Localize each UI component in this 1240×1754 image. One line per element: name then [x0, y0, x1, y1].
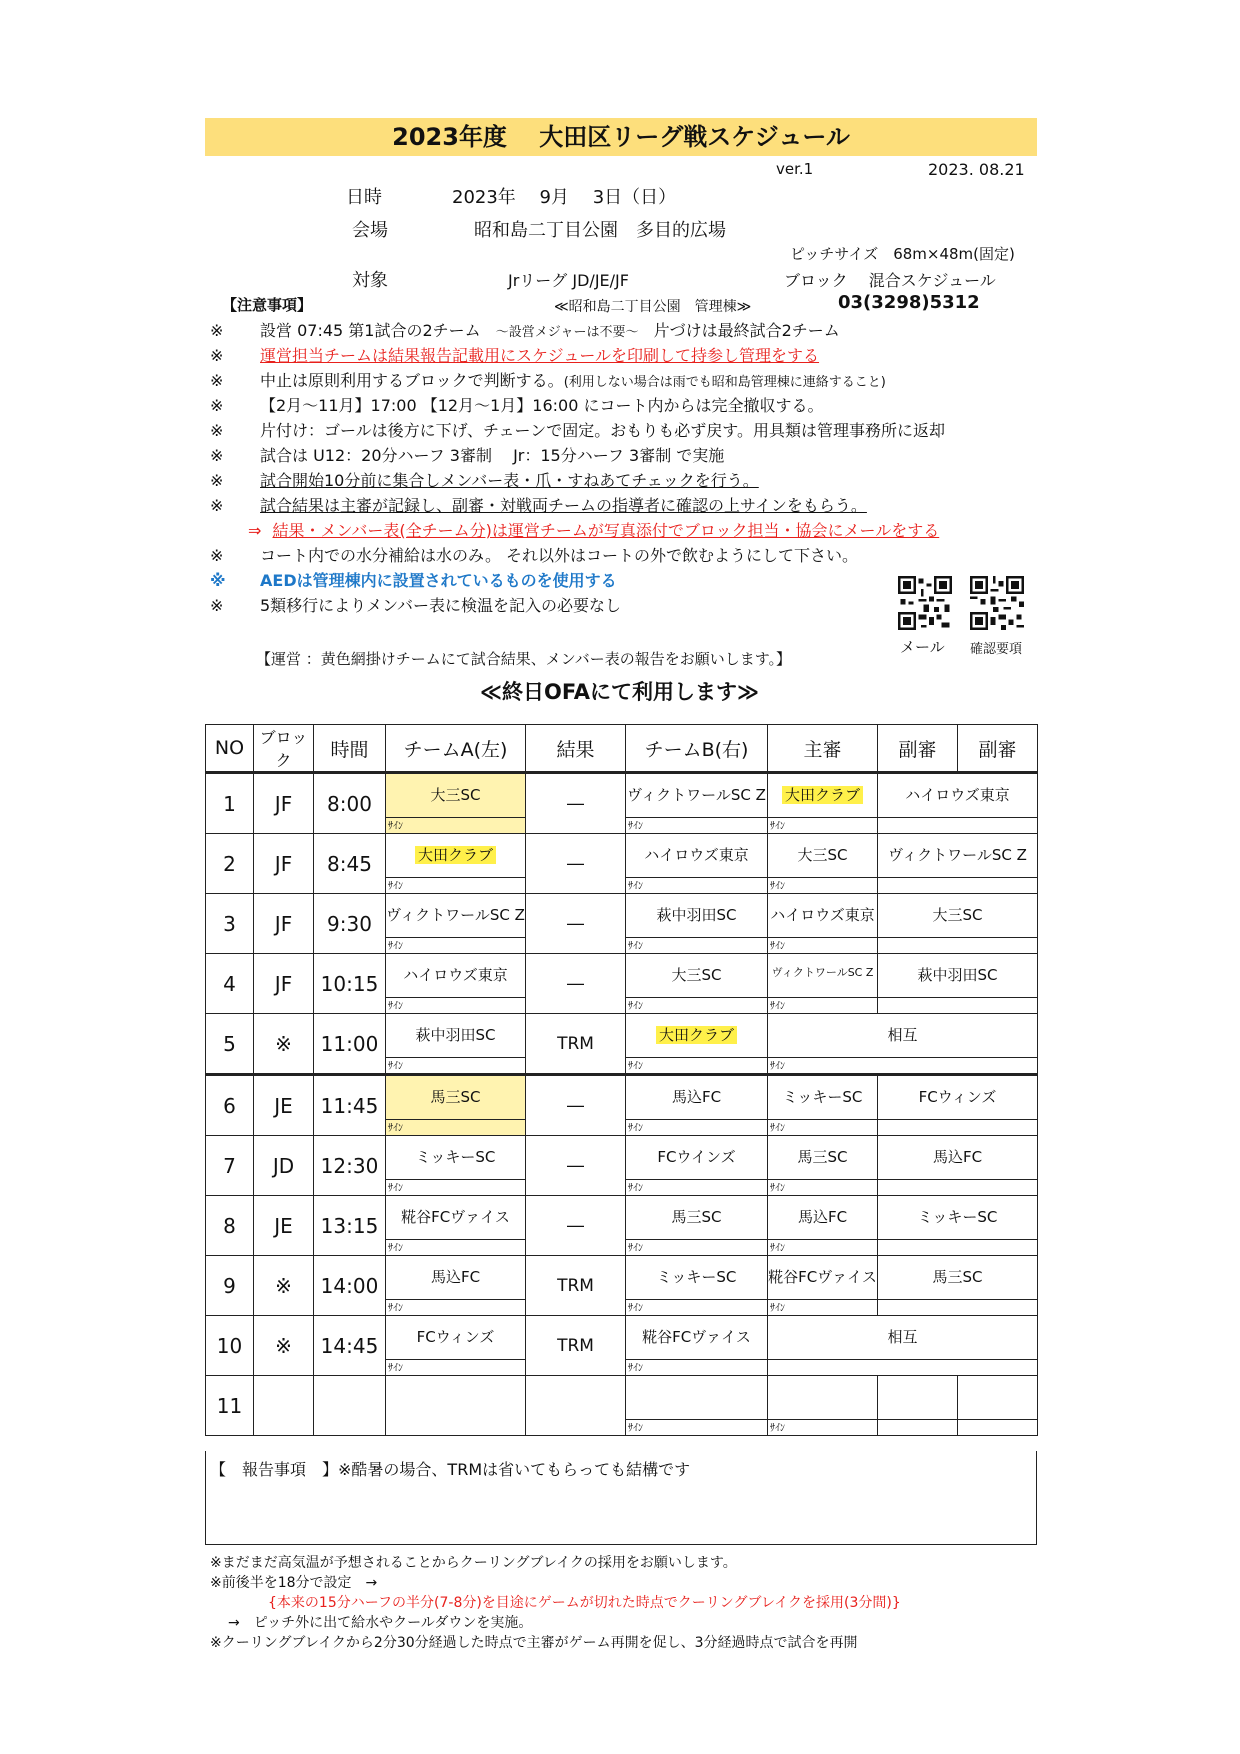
team-b-cell[interactable] [626, 1136, 768, 1196]
table-row [206, 894, 1038, 954]
team-a-cell[interactable] [386, 1256, 526, 1316]
footer-note-5: ※クーリングブレイクから2分30分経過した時点で主審がゲーム再開を促し、3分経過時点で試合を再開 [210, 1635, 858, 1651]
notes-header: 【注意事項】 [222, 296, 313, 314]
ofa-banner: ≪終日OFAにて利用します≫ [480, 680, 760, 704]
team-a-name: FCウィンズ [416, 1328, 495, 1346]
result-cell[interactable]: TRM [526, 1256, 626, 1316]
match-block: ※ [254, 1316, 314, 1376]
team-a-name: ヴィクトワールSC Z [386, 906, 525, 924]
report-note: ※酷暑の場合、TRMは省いてもらっても結構です [338, 1460, 691, 1479]
assistant-name: ヴィクトワールSC Z [888, 846, 1027, 864]
sign-label: ｻｲﾝ [628, 821, 643, 832]
report-label: 【 報告事項 】 [210, 1460, 339, 1479]
note-text: 中止は原則利用するブロックで判断する。 [260, 371, 564, 390]
team-a-name: 大三SC [430, 786, 481, 804]
team-a-cell[interactable] [386, 1075, 526, 1136]
assistant-cell[interactable] [878, 894, 1038, 954]
mutual-referee-cell[interactable] [768, 1014, 1038, 1075]
sign-label: ｻｲﾝ [628, 941, 643, 952]
venue-label: 会場 [352, 220, 388, 241]
table-row [206, 834, 1038, 894]
match-time: 11:00 [314, 1014, 386, 1075]
sign-label: ｻｲﾝ [388, 821, 403, 832]
team-b-cell[interactable] [626, 1196, 768, 1256]
block-label: ブロック 混合スケジュール [784, 271, 996, 290]
sign-label: ｻｲﾝ [770, 1243, 785, 1254]
sign-label: ｻｲﾝ [770, 941, 785, 952]
sign-label: ｻｲﾝ [628, 1183, 643, 1194]
report-text [210, 1457, 690, 1480]
match-time[interactable] [314, 1376, 386, 1436]
assistant-cell[interactable] [958, 1376, 1038, 1436]
team-b-name: 馬三SC [671, 1208, 722, 1226]
table-row [206, 1075, 1038, 1136]
table-row [206, 1014, 1038, 1075]
result-cell[interactable] [526, 1376, 626, 1436]
note-mark: ※ [210, 321, 224, 340]
header-team-a: チームA(左) [386, 725, 526, 773]
match-no: 7 [206, 1136, 254, 1196]
note-6 [210, 443, 724, 466]
match-time: 8:00 [314, 773, 386, 834]
result-cell[interactable]: ― [526, 1196, 626, 1256]
note-mark: ※ [210, 396, 224, 415]
note-text: 5類移行によりメンバー表に検温を記入の必要なし [260, 596, 622, 615]
sign-label: ｻｲﾝ [628, 1123, 643, 1134]
match-no: 6 [206, 1075, 254, 1136]
operation-note: 【運営 ：黄色網掛けチームにて試合結果、メンバー表の報告をお願いします。】 [256, 650, 792, 668]
sign-label: ｻｲﾝ [770, 1001, 785, 1012]
sign-label: ｻｲﾝ [388, 1123, 403, 1134]
table-row [206, 954, 1038, 1014]
referee-name: ヴィクトワールSC Z [771, 966, 874, 979]
note-text: 片付け：ゴールは後方に下げ、チェーンで固定。おもりも必ず戻す。用具類は管理事務所に返却 [260, 421, 945, 440]
team-b-cell[interactable] [626, 1075, 768, 1136]
arrow-icon: ⇒ [248, 521, 262, 540]
team-a-cell[interactable] [386, 1196, 526, 1256]
result-cell[interactable]: ― [526, 894, 626, 954]
match-no: 5 [206, 1014, 254, 1075]
table-row [206, 1256, 1038, 1316]
header-no: NO [206, 725, 254, 773]
referee-name: ハイロウズ東京 [770, 906, 875, 924]
note-mark: ※ [210, 371, 224, 390]
note-text: 試合開始10分前に集合しメンバー表・爪・すねあてチェックを行う。 [260, 471, 759, 490]
sign-label: ｻｲﾝ [628, 881, 643, 892]
note-mark: ※ [210, 496, 224, 515]
referee-cell[interactable] [768, 1136, 878, 1196]
team-a-cell[interactable] [386, 834, 526, 894]
header-assistant-2: 副審 [958, 725, 1038, 773]
sign-label: ｻｲﾝ [388, 941, 403, 952]
assistant-name: 大三SC [932, 906, 983, 924]
result-cell[interactable]: ― [526, 954, 626, 1014]
team-a-cell[interactable] [386, 1136, 526, 1196]
table-row [206, 1136, 1038, 1196]
venue-value: 昭和島二丁目公園 多目的広場 [474, 220, 726, 241]
note-2 [210, 343, 819, 366]
note-4 [210, 393, 823, 416]
match-block: ※ [254, 1014, 314, 1075]
team-a-name: 大田クラブ [415, 846, 496, 864]
pitch-size: ピッチサイズ 68m×48m(固定) [790, 245, 1015, 263]
result-cell[interactable]: ― [526, 1136, 626, 1196]
referee-cell[interactable] [768, 773, 878, 834]
assistant-name: 萩中羽田SC [917, 966, 998, 984]
referee-cell[interactable] [768, 1075, 878, 1136]
qr-confirm-label: 確認要項 [970, 642, 1023, 657]
referee-cell[interactable] [768, 834, 878, 894]
note-text: 試合結果は主審が記録し、副審・対戦両チームの指導者に確認の上サインをもらう。 [260, 496, 867, 515]
note-8 [210, 493, 867, 516]
assistant-cell[interactable] [878, 1136, 1038, 1196]
match-time: 14:45 [314, 1316, 386, 1376]
note-text: 運営担当チームは結果報告記載用にスケジュールを印刷して持参し管理をする [260, 346, 820, 365]
note-small: ～設営メジャーは不要～ [495, 325, 639, 340]
assistant-name: ハイロウズ東京 [905, 786, 1010, 804]
assistant-cell[interactable] [878, 1376, 958, 1436]
office-phone: 03(3298)5312 [838, 292, 980, 313]
team-b-name: FCウインズ [657, 1148, 736, 1166]
team-a-name: ハイロウズ東京 [403, 966, 508, 984]
match-block: JF [254, 894, 314, 954]
referee-cell[interactable] [768, 954, 878, 1014]
page-title: 2023年度 大田区リーグ戦スケジュール [205, 118, 1037, 156]
assistant-name: 馬込FC [932, 1148, 983, 1166]
sign-label: ｻｲﾝ [388, 1303, 403, 1314]
note-small: (利用しない場合は雨でも昭和島管理棟に連絡すること) [563, 375, 886, 390]
result-cell[interactable]: ― [526, 834, 626, 894]
note-text: コート内での水分補給は水のみ。 それ以外はコートの外で飲むようにして下さい。 [260, 546, 859, 565]
footer-note-1: ※まだまだ高気温が予想されることからクーリングブレイクの採用をお願いします。 [210, 1555, 737, 1571]
match-block: JF [254, 773, 314, 834]
team-a-name: 萩中羽田SC [415, 1026, 496, 1044]
referee-name: 大三SC [797, 846, 848, 864]
team-b-cell[interactable] [626, 954, 768, 1014]
note-10 [210, 568, 617, 591]
match-no: 9 [206, 1256, 254, 1316]
header-referee: 主審 [768, 725, 878, 773]
match-block[interactable] [254, 1376, 314, 1436]
note-text: 片づけは最終試合2チーム [653, 321, 840, 340]
referee-cell[interactable] [768, 894, 878, 954]
team-a-name: 糀谷FCヴァイス [401, 1208, 510, 1226]
team-b-name: 馬込FC [671, 1088, 722, 1106]
match-time: 12:30 [314, 1136, 386, 1196]
header-block: ブロック [254, 725, 314, 773]
assistant-cell[interactable] [878, 1075, 1038, 1136]
note-5 [210, 418, 945, 441]
note-mark: ※ [210, 446, 224, 465]
sign-label: ｻｲﾝ [388, 1243, 403, 1254]
sign-label: ｻｲﾝ [770, 821, 785, 832]
team-b-cell[interactable] [626, 1256, 768, 1316]
note-mark: ※ [210, 421, 224, 440]
team-a-cell[interactable] [386, 894, 526, 954]
sign-label: ｻｲﾝ [388, 1061, 403, 1072]
note-1 [210, 318, 840, 341]
assistant-cell[interactable] [878, 1256, 1038, 1316]
note-9 [210, 543, 858, 566]
team-b-cell[interactable] [626, 1316, 768, 1376]
match-block: ※ [254, 1256, 314, 1316]
target-value: Jrリーグ JD/JE/JF [508, 271, 629, 290]
match-block: JD [254, 1136, 314, 1196]
team-a-cell[interactable] [386, 1316, 526, 1376]
match-time: 13:15 [314, 1196, 386, 1256]
team-b-cell[interactable] [626, 894, 768, 954]
team-b-cell[interactable] [626, 773, 768, 834]
assistant-name: ミッキーSC [917, 1208, 998, 1226]
referee-name: 糀谷FCヴァイス [768, 1268, 877, 1286]
match-time: 10:15 [314, 954, 386, 1014]
sign-label: ｻｲﾝ [770, 1061, 785, 1072]
sign-label: ｻｲﾝ [770, 1123, 785, 1134]
date-value: 2023年 9月 3日（日） [452, 187, 677, 208]
note-mark: ※ [210, 596, 224, 615]
qr-code-mail-icon[interactable] [898, 576, 952, 630]
referee-name: ミッキーSC [782, 1088, 863, 1106]
note-text: 設営 07:45 第1試合の2チーム [260, 321, 481, 340]
team-b-name: 大三SC [671, 966, 722, 984]
match-no: 11 [206, 1376, 254, 1436]
note-11 [210, 593, 621, 616]
sign-label: ｻｲﾝ [628, 1303, 643, 1314]
issued-date: 2023. 08.21 [928, 160, 1025, 179]
table-row [206, 1196, 1038, 1256]
sign-label: ｻｲﾝ [628, 1001, 643, 1012]
sign-label: ｻｲﾝ [770, 1303, 785, 1314]
sign-label: ｻｲﾝ [628, 1423, 643, 1434]
sign-label: ｻｲﾝ [388, 1363, 403, 1374]
team-b-name: ヴィクトワールSC Z [627, 786, 766, 804]
team-b-cell[interactable] [626, 1376, 768, 1436]
team-b-name: ミッキーSC [656, 1268, 737, 1286]
sign-label: ｻｲﾝ [388, 1001, 403, 1012]
version-label: ver.1 [776, 160, 814, 178]
referee-cell[interactable] [768, 1256, 878, 1316]
note-8-sub [248, 518, 939, 541]
match-time: 8:45 [314, 834, 386, 894]
note-mark: ※ [210, 346, 224, 365]
note-7 [210, 468, 759, 491]
referee-cell[interactable] [768, 1376, 878, 1436]
result-cell[interactable]: TRM [526, 1316, 626, 1376]
team-b-name: ハイロウズ東京 [644, 846, 749, 864]
note-text: 結果・メンバー表(全チーム分)は運営チームが写真添付でブロック担当・協会にメールをする [272, 521, 940, 540]
referee-cell[interactable] [768, 1196, 878, 1256]
sign-label: ｻｲﾝ [770, 1423, 785, 1434]
mutual-label: 相互 [887, 1328, 918, 1346]
referee-name: 馬込FC [797, 1208, 848, 1226]
assistant-name: 馬三SC [932, 1268, 983, 1286]
sign-label: ｻｲﾝ [770, 1183, 785, 1194]
footer-note-4: → ピッチ外に出て給水やクールダウンを実施。 [228, 1615, 533, 1631]
team-a-name: ミッキーSC [415, 1148, 496, 1166]
team-a-name: 馬三SC [430, 1088, 481, 1106]
note-text: 【2月～11月】17:00 【12月～1月】16:00 にコート内からは完全撤収する。 [260, 396, 824, 415]
match-no: 8 [206, 1196, 254, 1256]
team-a-cell[interactable] [386, 954, 526, 1014]
result-cell[interactable]: ― [526, 1075, 626, 1136]
sign-label: ｻｲﾝ [628, 1363, 643, 1374]
assistant-cell[interactable] [878, 1196, 1038, 1256]
team-b-name: 大田クラブ [656, 1026, 737, 1044]
footer-note-2: ※前後半を18分で設定 → [210, 1575, 378, 1591]
sign-label: ｻｲﾝ [388, 1183, 403, 1194]
team-b-cell[interactable] [626, 1014, 768, 1075]
match-block: JE [254, 1196, 314, 1256]
team-b-name: 糀谷FCヴァイス [642, 1328, 751, 1346]
match-no: 1 [206, 773, 254, 834]
mutual-label: 相互 [887, 1026, 918, 1044]
target-label: 対象 [352, 270, 388, 291]
note-text: 試合は U12：20分ハーフ 3審制 Jr：15分ハーフ 3審制 で実施 [260, 446, 725, 465]
report-box[interactable] [205, 1451, 1037, 1545]
match-no: 3 [206, 894, 254, 954]
qr-mail-label: メール [900, 638, 945, 656]
mutual-referee-cell[interactable] [768, 1316, 1038, 1376]
table-header-row [206, 725, 1038, 773]
assistant-cell[interactable] [878, 773, 1038, 834]
match-no: 4 [206, 954, 254, 1014]
header-assistant-1: 副審 [878, 725, 958, 773]
note-text: AEDは管理棟内に設置されているものを使用する [260, 571, 617, 590]
match-block: JE [254, 1075, 314, 1136]
match-no: 2 [206, 834, 254, 894]
header-team-b: チームB(右) [626, 725, 768, 773]
qr-code-confirm-icon[interactable] [970, 576, 1024, 630]
header-result: 結果 [526, 725, 626, 773]
match-block: JF [254, 954, 314, 1014]
note-mark: ※ [210, 571, 226, 590]
referee-name: 大田クラブ [782, 786, 863, 804]
match-time: 11:45 [314, 1075, 386, 1136]
match-time: 14:00 [314, 1256, 386, 1316]
team-b-name: 萩中羽田SC [656, 906, 737, 924]
office-label: ≪昭和島二丁目公園 管理棟≫ [554, 299, 752, 315]
assistant-cell[interactable] [878, 954, 1038, 1014]
assistant-cell[interactable] [878, 834, 1038, 894]
match-block: JF [254, 834, 314, 894]
match-no: 10 [206, 1316, 254, 1376]
sign-label: ｻｲﾝ [770, 881, 785, 892]
team-b-cell[interactable] [626, 834, 768, 894]
date-label: 日時 [346, 187, 382, 208]
referee-name: 馬三SC [797, 1148, 848, 1166]
result-cell[interactable]: TRM [526, 1014, 626, 1075]
sign-label: ｻｲﾝ [628, 1061, 643, 1072]
schedule-table [205, 724, 1038, 1436]
result-cell[interactable]: ― [526, 773, 626, 834]
footer-note-3: {本来の15分ハーフの半分(7-8分)を目途にゲームが切れた時点でクーリングブレイクを採用(3分間)} [268, 1595, 901, 1611]
match-time: 9:30 [314, 894, 386, 954]
header-time: 時間 [314, 725, 386, 773]
sign-label: ｻｲﾝ [388, 881, 403, 892]
note-mark: ※ [210, 546, 224, 565]
table-row [206, 1376, 1038, 1436]
team-a-cell[interactable] [386, 1376, 526, 1436]
assistant-name: FCウィンズ [918, 1088, 997, 1106]
team-a-cell[interactable] [386, 1014, 526, 1075]
table-row [206, 773, 1038, 834]
note-mark: ※ [210, 471, 224, 490]
sign-label: ｻｲﾝ [628, 1243, 643, 1254]
team-a-name: 馬込FC [430, 1268, 481, 1286]
table-row [206, 1316, 1038, 1376]
team-a-cell[interactable] [386, 773, 526, 834]
note-3 [210, 368, 886, 391]
